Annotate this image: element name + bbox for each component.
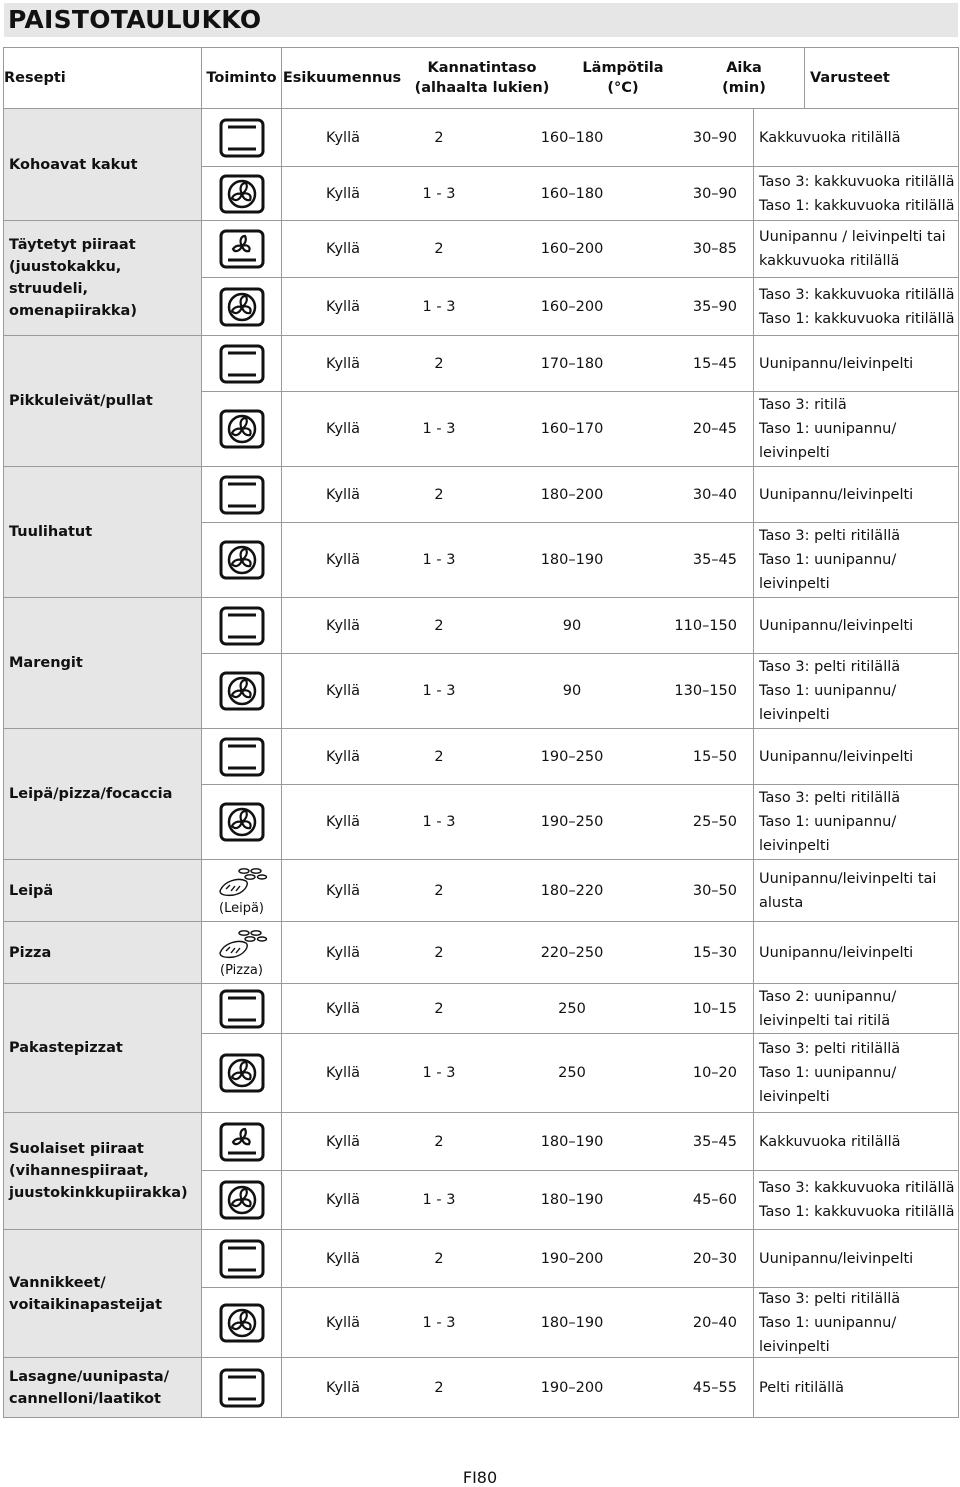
recipe-settings (202, 1230, 959, 1358)
time-value: 35–90 (634, 278, 754, 335)
accessory-line: Uunipannu/leivinpelti (759, 486, 914, 503)
level-value: 2 (434, 748, 444, 765)
temperature-value: 190–250 (540, 814, 604, 830)
accessories-value (754, 1037, 958, 1109)
table-row (4, 729, 959, 860)
level-value: 1 - 3 (422, 814, 456, 830)
preheat-value: Kyllä (326, 355, 360, 372)
header-recipe: Resepti (4, 48, 202, 109)
accessory-line: Kakkuvuoka ritilällä (759, 1133, 901, 1150)
setting-row (202, 109, 958, 167)
time-value: 15–30 (634, 922, 754, 983)
temperature-value: 220–250 (540, 944, 604, 961)
level-value: 1 - 3 (422, 1065, 456, 1081)
header-level: Kannatintaso (alhaalta lukien) (414, 60, 550, 96)
time-value: 110–150 (634, 598, 754, 653)
table-row (4, 109, 959, 221)
accessory-line: Taso 1: uunipannu/ (759, 1314, 897, 1331)
recipe-name: Lasagne/uunipasta/ cannelloni/laatikot (4, 1358, 202, 1418)
time-value: 45–55 (634, 1358, 754, 1417)
level-value: 2 (434, 1379, 444, 1396)
level-value: 1 - 3 (422, 552, 456, 568)
time-value: 130–150 (634, 654, 754, 728)
page-title: PAISTOTAULUKKO (4, 3, 958, 37)
static-oven-icon (202, 1230, 282, 1287)
recipe-name: Pikkuleivät/pullat (4, 336, 202, 467)
level-value: 1 - 3 (422, 298, 456, 315)
preheat-value: Kyllä (326, 944, 360, 961)
time-value: 10–20 (634, 1034, 754, 1112)
fan-oven-icon (202, 167, 282, 220)
accessories-value (754, 1247, 958, 1271)
recipe-settings (202, 109, 959, 221)
level-value: 2 (434, 1250, 444, 1267)
accessory-line: leivinpelti (759, 445, 830, 461)
setting-row (202, 922, 958, 983)
fan-oven-icon (202, 785, 282, 859)
time-value: 15–45 (634, 336, 754, 391)
accessory-line: alusta (759, 894, 804, 911)
accessories-value (754, 170, 958, 218)
accessories-value (754, 126, 958, 150)
setting-row (202, 278, 958, 335)
preheat-value: Kyllä (326, 683, 360, 699)
accessory-line: Taso 3: kakkuvuoka ritilällä (759, 173, 955, 190)
preheat-value: Kyllä (326, 814, 360, 830)
setting-row (202, 1230, 958, 1288)
setting-row (202, 1034, 958, 1112)
accessory-line: leivinpelti (759, 707, 830, 723)
accessories-value (754, 1287, 958, 1359)
temperature-value: 250 (558, 1000, 586, 1017)
setting-row (202, 336, 958, 392)
time-value: 25–50 (634, 785, 754, 859)
setting-row (202, 729, 958, 785)
accessories-value (754, 614, 958, 638)
time-value: 45–60 (634, 1171, 754, 1229)
recipe-settings (202, 598, 959, 729)
preheat-value: Kyllä (326, 1379, 360, 1396)
preheat-value: Kyllä (326, 1192, 360, 1208)
fan-oven-icon (202, 1034, 282, 1112)
fan-oven-icon (202, 523, 282, 597)
accessories-value (754, 941, 958, 965)
temperature-value: 180–200 (540, 486, 604, 503)
accessory-line: leivinpelti (759, 838, 830, 854)
setting-row (202, 167, 958, 220)
setting-row (202, 860, 958, 921)
level-value: 1 - 3 (422, 185, 456, 202)
recipe-name: Pizza (4, 922, 202, 984)
setting-row (202, 467, 958, 523)
temperature-value: 90 (562, 617, 582, 634)
preheat-value: Kyllä (326, 1314, 360, 1331)
recipe-settings (202, 729, 959, 860)
accessories-value (754, 1376, 958, 1400)
temperature-value: 160–170 (540, 421, 604, 437)
accessories-value (754, 483, 958, 507)
temperature-value: 190–250 (540, 748, 604, 765)
temperature-value: 160–180 (540, 185, 604, 202)
static-oven-icon (202, 109, 282, 166)
level-value: 2 (434, 355, 444, 372)
time-value: 30–40 (634, 467, 754, 522)
level-value: 2 (434, 486, 444, 503)
temperature-value: 250 (558, 1065, 586, 1081)
table-header-row (4, 48, 959, 109)
setting-row (202, 1171, 958, 1229)
preheat-value: Kyllä (326, 882, 360, 899)
table-row (4, 860, 959, 922)
setting-row (202, 984, 958, 1034)
accessory-line: leivinpelti (759, 576, 830, 592)
preheat-value: Kyllä (326, 1000, 360, 1017)
accessory-line: Taso 2: uunipannu/ (759, 988, 897, 1005)
time-value: 15–50 (634, 729, 754, 784)
level-value: 2 (434, 1133, 444, 1150)
table-row (4, 221, 959, 336)
accessory-line: Uunipannu/leivinpelti (759, 355, 914, 372)
accessories-value (754, 1176, 958, 1224)
accessory-line: Taso 1: uunipannu/ (759, 421, 897, 437)
level-value: 2 (434, 241, 444, 257)
accessory-line: Uunipannu/leivinpelti (759, 748, 914, 765)
recipe-name: Leipä (4, 860, 202, 922)
recipe-name: Tuulihatut (4, 467, 202, 598)
header-preheat: Esikuumennus (282, 70, 402, 86)
level-value: 2 (434, 882, 444, 899)
table-row (4, 598, 959, 729)
level-value: 1 - 3 (422, 421, 456, 437)
accessories-value (754, 352, 958, 376)
preheat-value: Kyllä (326, 298, 360, 315)
static-oven-icon (202, 598, 282, 653)
baking-table (3, 47, 959, 1418)
setting-row (202, 1358, 958, 1417)
recipe-name: Vannikkeet/ voitaikinapasteijat (4, 1230, 202, 1358)
accessory-line: Uunipannu/leivinpelti tai (759, 870, 937, 887)
time-value: 20–30 (634, 1230, 754, 1287)
preheat-value: Kyllä (326, 748, 360, 765)
function-label: (Leipä) (219, 901, 264, 916)
time-value: 35–45 (634, 1113, 754, 1170)
static-oven-icon (202, 467, 282, 522)
table-row (4, 1358, 959, 1418)
accessory-line: Uunipannu/leivinpelti (759, 944, 914, 961)
recipe-settings (202, 336, 959, 467)
preheat-value: Kyllä (326, 241, 360, 257)
accessory-line: leivinpelti (759, 1089, 830, 1105)
convection-bake-icon (202, 221, 282, 277)
accessory-line: leivinpelti tai ritilä (759, 1012, 891, 1029)
accessories-value (754, 985, 958, 1033)
temperature-value: 170–180 (540, 355, 604, 372)
accessory-line: Taso 3: pelti ritilällä (759, 1041, 901, 1057)
preheat-value: Kyllä (326, 129, 360, 146)
recipe-name: Pakastepizzat (4, 984, 202, 1113)
bread-icon (202, 922, 282, 983)
recipe-name: Marengit (4, 598, 202, 729)
setting-row (202, 654, 958, 728)
accessory-line: Taso 3: pelti ritilällä (759, 659, 901, 675)
table-row (4, 467, 959, 598)
accessories-value (754, 225, 958, 273)
temperature-value: 180–220 (540, 882, 604, 899)
recipe-settings (202, 984, 959, 1113)
accessory-line: Taso 1: uunipannu/ (759, 814, 897, 830)
convection-bake-icon (202, 1113, 282, 1170)
level-value: 1 - 3 (422, 1192, 456, 1208)
setting-row (202, 1113, 958, 1171)
accessory-line: Taso 3: kakkuvuoka ritilällä (759, 1180, 955, 1196)
header-time: Aika (min) (684, 48, 805, 108)
level-value: 2 (434, 617, 444, 634)
preheat-value: Kyllä (326, 185, 360, 202)
fan-oven-icon (202, 654, 282, 728)
recipe-settings (202, 1358, 959, 1418)
accessories-value (754, 745, 958, 769)
accessory-line: leivinpelti (759, 1338, 830, 1355)
temperature-value: 180–190 (540, 1133, 604, 1150)
accessories-value (754, 786, 958, 858)
accessories-value (754, 867, 958, 915)
static-oven-icon (202, 336, 282, 391)
static-oven-icon (202, 729, 282, 784)
accessory-line: Taso 3: pelti ritilällä (759, 528, 901, 544)
time-value: 30–50 (634, 860, 754, 921)
function-label: (Pizza) (220, 963, 263, 978)
fan-oven-icon (202, 278, 282, 335)
setting-row (202, 1288, 958, 1357)
header-temp: Lämpötila (°C) (582, 60, 664, 96)
fan-oven-icon (202, 1171, 282, 1229)
recipe-name: Leipä/pizza/focaccia (4, 729, 202, 860)
header-function: Toiminto (202, 48, 282, 108)
setting-row (202, 785, 958, 859)
accessory-line: Taso 3: pelti ritilällä (759, 1290, 901, 1307)
accessory-line: Taso 1: kakkuvuoka ritilällä (759, 310, 955, 327)
recipe-name: Suolaiset piiraat (vihannespiiraat, juustokinkkupiirakka) (4, 1113, 202, 1230)
level-value: 1 - 3 (422, 683, 456, 699)
time-value: 30–85 (634, 221, 754, 277)
temperature-value: 180–190 (540, 1192, 604, 1208)
accessory-line: Uunipannu / leivinpelti tai (759, 229, 946, 245)
accessory-line: Taso 3: kakkuvuoka ritilällä (759, 286, 955, 303)
accessory-line: Taso 1: uunipannu/ (759, 683, 897, 699)
accessories-value (754, 655, 958, 727)
accessory-line: Taso 3: pelti ritilällä (759, 790, 901, 806)
accessory-line: Taso 3: ritilä (759, 397, 847, 413)
bread-icon (202, 860, 282, 921)
preheat-value: Kyllä (326, 552, 360, 568)
preheat-value: Kyllä (326, 1065, 360, 1081)
header-accessories: Varusteet (810, 70, 890, 86)
preheat-value: Kyllä (326, 421, 360, 437)
temperature-value: 160–200 (540, 298, 604, 315)
accessory-line: Uunipannu/leivinpelti (759, 1250, 914, 1267)
time-value: 35–45 (634, 523, 754, 597)
level-value: 1 - 3 (422, 1314, 456, 1331)
setting-row (202, 221, 958, 278)
accessory-line: Taso 1: uunipannu/ (759, 552, 897, 568)
table-row (4, 1230, 959, 1358)
temperature-value: 160–180 (540, 129, 604, 146)
accessory-line: Taso 1: kakkuvuoka ritilällä (759, 1204, 955, 1220)
accessory-line: Taso 1: kakkuvuoka ritilällä (759, 197, 955, 214)
recipe-name: Täytetyt piiraat (juustokakku, struudeli, omenapiirakka) (4, 221, 202, 336)
time-value: 10–15 (634, 984, 754, 1033)
recipe-settings (202, 221, 959, 336)
level-value: 2 (434, 944, 444, 961)
temperature-value: 180–190 (540, 552, 604, 568)
accessory-line: Kakkuvuoka ritilällä (759, 129, 901, 146)
level-value: 2 (434, 129, 444, 146)
accessory-line: Uunipannu/leivinpelti (759, 617, 914, 634)
table-row (4, 336, 959, 467)
time-value: 20–40 (634, 1288, 754, 1357)
accessory-line: Taso 1: uunipannu/ (759, 1065, 897, 1081)
recipe-settings (202, 1113, 959, 1230)
recipe-name: Kohoavat kakut (4, 109, 202, 221)
setting-row (202, 392, 958, 466)
recipe-settings (202, 860, 959, 922)
preheat-value: Kyllä (326, 617, 360, 634)
setting-row (202, 523, 958, 597)
fan-oven-icon (202, 392, 282, 466)
page-number: FI80 (462, 1468, 498, 1487)
preheat-value: Kyllä (326, 486, 360, 503)
accessories-value (754, 524, 958, 596)
table-row (4, 984, 959, 1113)
setting-row (202, 598, 958, 654)
static-oven-icon (202, 984, 282, 1033)
fan-oven-icon (202, 1288, 282, 1357)
header-group (202, 48, 959, 109)
time-value: 30–90 (634, 109, 754, 166)
accessory-line: kakkuvuoka ritilällä (759, 253, 900, 269)
temperature-value: 160–200 (540, 241, 604, 257)
time-value: 20–45 (634, 392, 754, 466)
time-value: 30–90 (634, 167, 754, 220)
accessories-value (754, 283, 958, 331)
temperature-value: 190–200 (540, 1250, 604, 1267)
level-value: 2 (434, 1000, 444, 1017)
recipe-settings (202, 467, 959, 598)
table-row (4, 1113, 959, 1230)
preheat-value: Kyllä (326, 1133, 360, 1150)
preheat-value: Kyllä (326, 1250, 360, 1267)
static-oven-icon (202, 1358, 282, 1417)
recipe-settings (202, 922, 959, 984)
table-row (4, 922, 959, 984)
accessories-value (754, 393, 958, 465)
temperature-value: 190–200 (540, 1379, 604, 1396)
temperature-value: 90 (562, 683, 582, 699)
accessories-value (754, 1130, 958, 1154)
temperature-value: 180–190 (540, 1314, 604, 1331)
accessory-line: Pelti ritilällä (759, 1379, 845, 1396)
